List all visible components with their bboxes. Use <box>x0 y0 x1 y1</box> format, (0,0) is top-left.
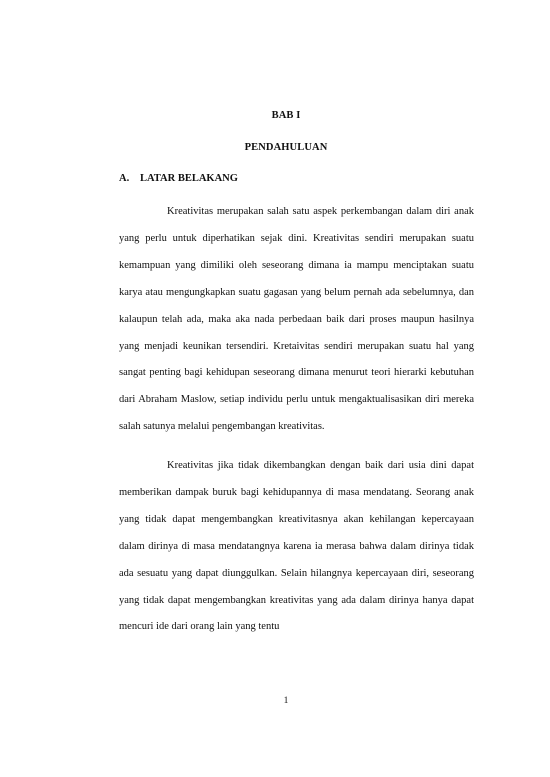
chapter-title: PENDAHULUAN <box>244 142 328 153</box>
section-heading <box>119 173 238 184</box>
chapter-label: BAB I <box>271 110 301 121</box>
section-number: A. <box>119 173 130 184</box>
section-title: LATAR BELAKANG <box>140 173 238 184</box>
paragraph: Kreativitas merupakan salah satu aspek perkembangan dalam diri anak yang perlu untuk diperhatikan sejak dini. Kreativitas sendiri merupakan suatu kemampuan yang dimiliki oleh seseorang dimana ia mampu menciptakan suatu karya atau mengungkapkan suatu gagasan yang belum pernah ada sebelumnya, dan kalaupun telah ada, maka aka nada perbedaan baik dari proses maupun hasilnya yang menjadi keunikan tersendiri. Kretaivitas sendiri merupakan suatu hal yang sangat penting bagi kehidupan seseorang dimana menurut teori hierarki kebutuhan dari Abraham Maslow, setiap individu perlu untuk mengaktualisasikan diri mereka salah satunya melalui pengembangan kreativitas. <box>119 206 474 433</box>
paragraph: Kreativitas jika tidak dikembangkan dengan baik dari usia dini dapat memberikan dampak buruk bagi kehidupannya di masa mendatang. Seorang anak yang tidak dapat mengembangkan kreativitasnya akan kehilangan kepercayaan dalam dirinya di masa mendatangnya karena ia merasa bahwa dalam dirinya tidak ada sesuatu yang dapat diunggulkan. Selain hilangnya kepercayaan diri, seseorang yang tidak dapat mengembangkan kreativitas yang ada dalam dirinya hanya dapat mencuri ide dari orang lain yang tentu <box>119 460 474 633</box>
page-number: 1 <box>283 696 289 706</box>
